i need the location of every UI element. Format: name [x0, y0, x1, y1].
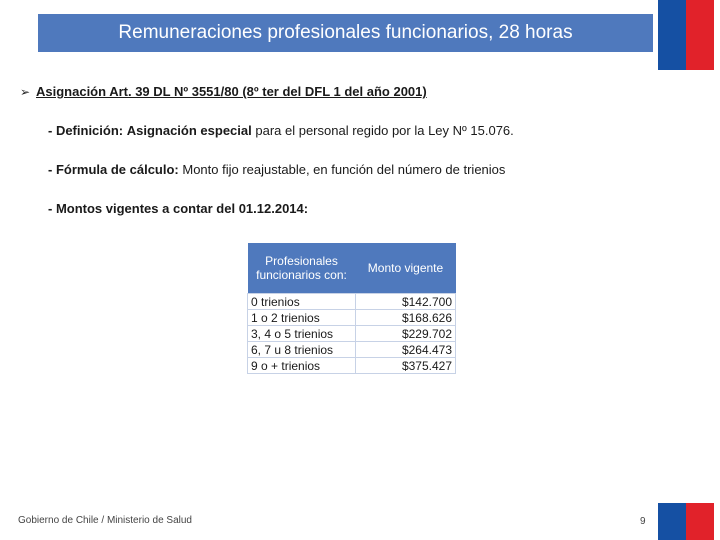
slide-title	[38, 14, 653, 52]
definicion-label: - Definición:	[48, 123, 124, 138]
header-profesionales: Profesionales funcionarios con:	[248, 243, 356, 294]
table-row	[248, 310, 456, 326]
table-row	[248, 294, 456, 310]
section-heading	[20, 84, 427, 99]
section-heading-text: Asignación Art. 39 DL Nº 3551/80 (8º ter del DFL 1 del año 2001)	[36, 84, 427, 99]
trienios-cell: 0 trienios	[248, 294, 356, 310]
flag-blue-band	[658, 503, 686, 540]
monto-cell: $142.700	[356, 294, 456, 310]
header-monto: Monto vigente	[356, 243, 456, 294]
formula-label: - Fórmula de cálculo:	[48, 162, 179, 177]
definicion-line	[48, 123, 514, 138]
formula-text: Monto fijo reajustable, en función del número de trienios	[182, 162, 506, 177]
montos-table	[247, 243, 456, 374]
definicion-text: para el personal regido por la Ley Nº 15.076.	[255, 123, 514, 138]
trienios-cell: 3, 4 o 5 trienios	[248, 326, 356, 342]
flag-red-band	[686, 0, 714, 70]
definicion-bold-text: Asignación especial	[126, 123, 252, 138]
montos-line	[48, 201, 308, 216]
table-row	[248, 342, 456, 358]
montos-label: - Montos vigentes a contar del 01.12.2014:	[48, 201, 309, 216]
arrow-bullet-icon: ➢	[20, 84, 31, 99]
trienios-cell: 9 o + trienios	[248, 358, 356, 374]
flag-blue-band	[658, 0, 686, 70]
monto-cell: $264.473	[356, 342, 456, 358]
monto-cell: $375.427	[356, 358, 456, 374]
monto-cell: $229.702	[356, 326, 456, 342]
flag-stripe-bottom	[658, 503, 714, 540]
table-header-row	[248, 243, 456, 294]
flag-red-band	[686, 503, 714, 540]
footer-text: Gobierno de Chile / Ministerio de Salud	[18, 515, 192, 526]
formula-line	[48, 162, 505, 177]
page-number: 9	[640, 516, 646, 527]
trienios-cell: 1 o 2 trienios	[248, 310, 356, 326]
trienios-cell: 6, 7 u 8 trienios	[248, 342, 356, 358]
slide-title-text: Remuneraciones profesionales funcionarios, 28 horas	[118, 22, 573, 43]
table-row	[248, 358, 456, 374]
monto-cell: $168.626	[356, 310, 456, 326]
flag-stripe-top	[658, 0, 714, 70]
table-row	[248, 326, 456, 342]
